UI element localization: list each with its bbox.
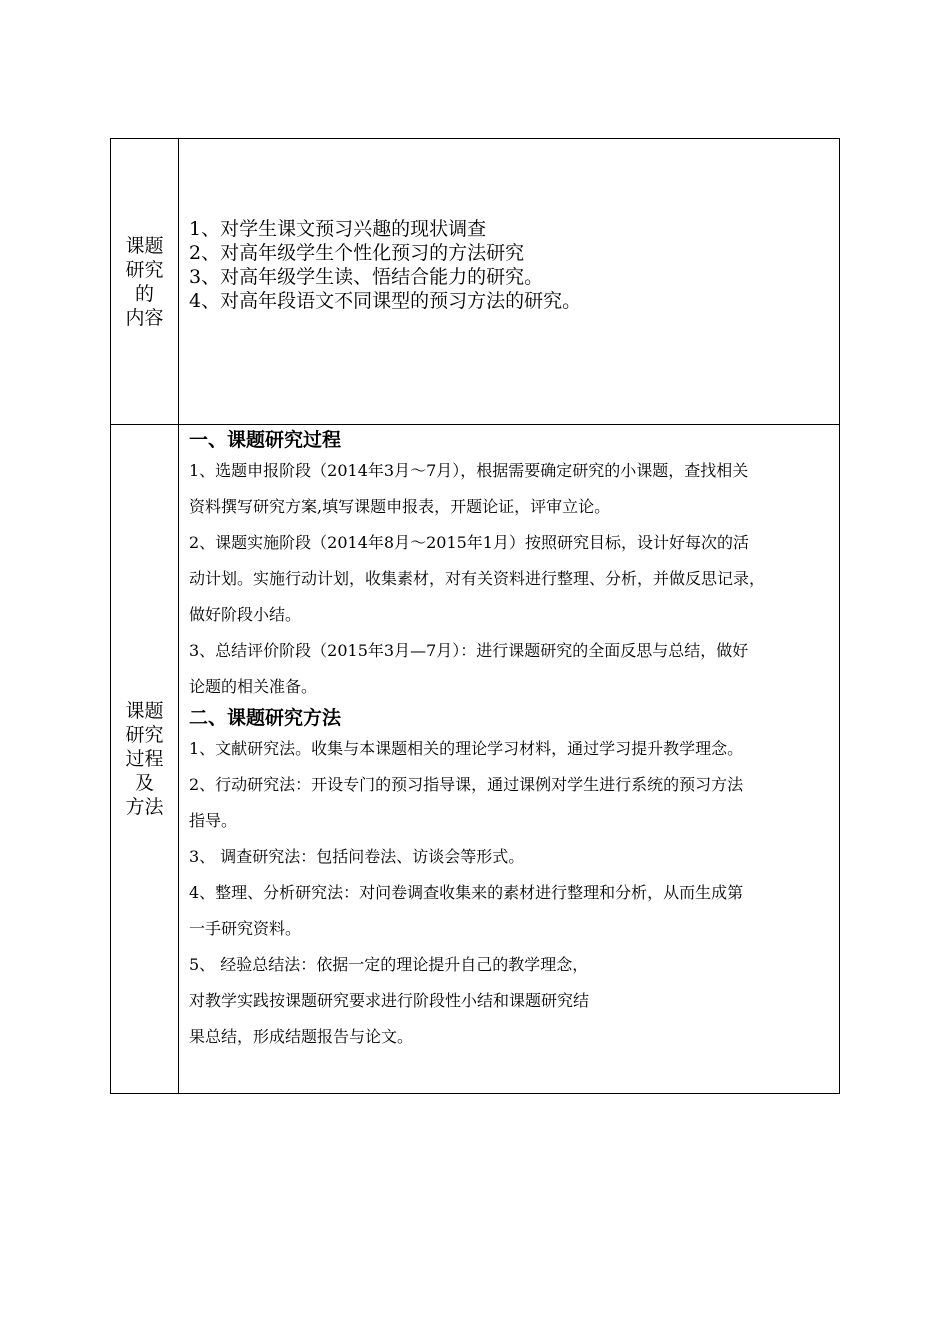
label-line: 方法 <box>125 796 164 818</box>
method-line: 对教学实践按课题研究要求进行阶段性小结和课题研究结 <box>189 991 590 1010</box>
label-line: 课题 <box>125 234 164 257</box>
row-label-process <box>111 425 179 1093</box>
method-line: 一手研究资料。 <box>189 919 302 938</box>
label-line: 课题 <box>125 700 164 722</box>
research-table <box>110 138 840 1094</box>
heading-process: 一、课题研究过程 <box>189 429 342 451</box>
process-content <box>179 425 839 1093</box>
row-label-content <box>111 139 179 424</box>
process-line: 动计划。实施行动计划，收集素材，对有关资料进行整理、分析，并做反思记录， <box>189 569 766 588</box>
process-line: 论题的相关准备。 <box>189 677 318 696</box>
label-line: 内容 <box>125 306 164 329</box>
method-line: 指导。 <box>189 811 238 830</box>
process-line: 做好阶段小结。 <box>189 605 302 624</box>
content-item: 4、对高年段语文不同课型的预习方法的研究。 <box>189 290 582 312</box>
process-line: 2、课题实施阶段（2014年8月～2015年1月）按照研究目标，设计好每次的活 <box>189 533 749 552</box>
table-row-process <box>111 425 839 1093</box>
label-line: 研究 <box>125 258 164 281</box>
label-line: 的 <box>134 282 154 305</box>
label-line: 过程 <box>125 748 164 770</box>
content-list <box>179 139 839 424</box>
content-item: 2、对高年级学生个性化预习的方法研究 <box>189 242 525 264</box>
process-line: 资料撰写研究方案,填写课题申报表，开题论证，评审立论。 <box>189 497 611 516</box>
content-item: 1、对学生课文预习兴趣的现状调查 <box>189 218 487 240</box>
label-line: 研究 <box>125 724 164 746</box>
heading-method: 二、课题研究方法 <box>189 707 342 729</box>
method-line: 1、文献研究法。收集与本课题相关的理论学习材料，通过学习提升教学理念。 <box>189 739 744 758</box>
method-line: 果总结，形成结题报告与论文。 <box>189 1027 414 1046</box>
method-line: 5、 经验总结法：依据一定的理论提升自己的教学理念， <box>189 955 589 974</box>
method-line: 2、行动研究法：开设专门的预习指导课，通过课例对学生进行系统的预习方法 <box>189 775 744 794</box>
label-line: 及 <box>134 772 154 794</box>
process-line: 1、选题申报阶段（2014年3月～7月），根据需要确定研究的小课题，查找相关 <box>189 461 749 480</box>
table-row-content <box>111 139 839 425</box>
method-line: 4、整理、分析研究法：对问卷调查收集来的素材进行整理和分析，从而生成第 <box>189 883 744 902</box>
process-line: 3、总结评价阶段（2015年3月—7月）：进行课题研究的全面反思与总结，做好 <box>189 641 749 660</box>
method-line: 3、 调查研究法：包括问卷法、访谈会等形式。 <box>189 847 525 866</box>
content-item: 3、对高年级学生读、悟结合能力的研究。 <box>189 266 544 288</box>
